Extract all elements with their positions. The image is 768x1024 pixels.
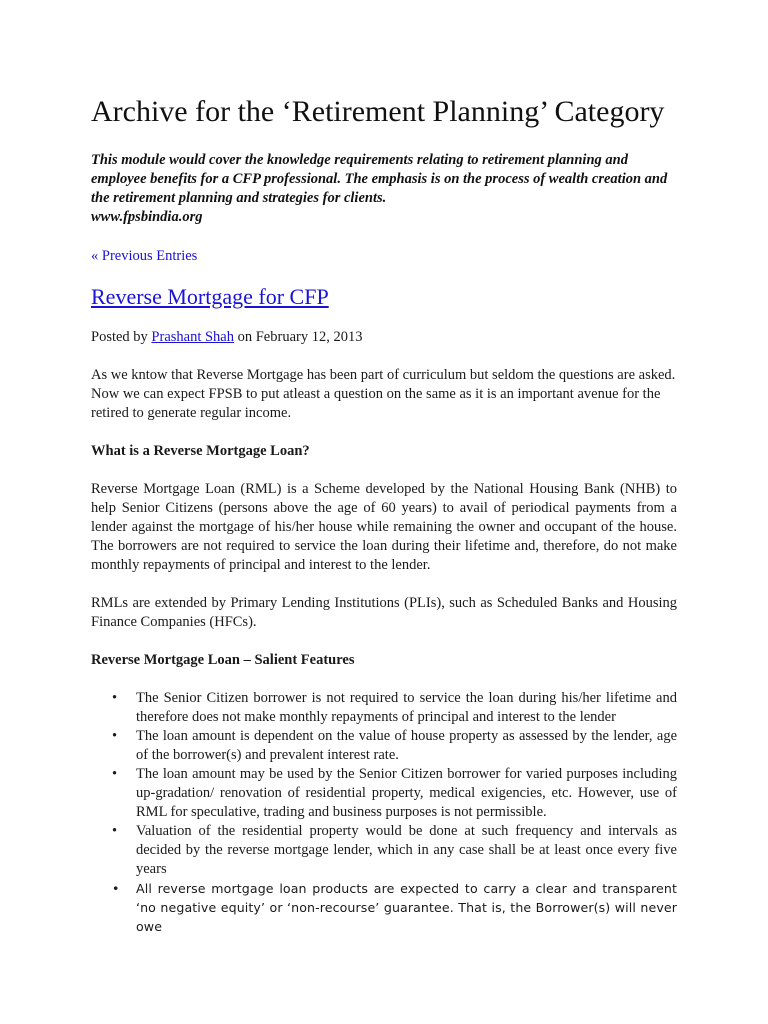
list-item <box>91 879 677 936</box>
post-byline <box>91 328 677 347</box>
author-link[interactable]: Prashant Shah <box>151 329 234 345</box>
post-title-link[interactable]: Reverse Mortgage for CFP <box>91 284 329 309</box>
archive-intro <box>91 151 677 227</box>
section-heading-what-is-rml: What is a Reverse Mortgage Loan? <box>91 443 310 459</box>
post-title <box>91 283 677 311</box>
section-heading-salient-features: Reverse Mortgage Loan – Salient Features <box>91 652 355 668</box>
bullet-icon: • <box>112 823 118 839</box>
list-item-text: Valuation of the residential property would be done at such frequency and intervals as decided by the reverse mortgage lender, which in any case shall be at least once every five years <box>136 823 677 877</box>
previous-entries-link[interactable]: « Previous Entries <box>91 248 198 264</box>
archive-title: Archive for the ‘Retirement Planning’ Category <box>91 95 665 128</box>
list-item-text: The loan amount is dependent on the value of house property as assessed by the lender, age of the borrower(s) and prevalent interest rate. <box>136 728 677 763</box>
salient-features-list <box>91 689 677 936</box>
byline-prefix: Posted by <box>91 329 152 345</box>
list-item <box>91 765 677 822</box>
intro-paragraph: As we kntow that Reverse Mortgage has been part of curriculum but seldom the questions are asked. Now we can expect FPSB to put atleast a question on the same as it is an important avenue for the retired to generate regular income. <box>91 367 676 421</box>
archive-description: This module would cover the knowledge requirements relating to retirement planning and employee benefits for a CFP professional. The emphasis is on the process of wealth creation and the retirement planning and strategies for clients. <box>91 152 668 206</box>
list-item-text: The loan amount may be used by the Senior Citizen borrower for varied purposes including up-gradation/ renovation of residential property, medical exigencies, etc. However, use of RML for speculative, trading and business purposes is not permissible. <box>136 766 677 820</box>
rml-definition-paragraph: Reverse Mortgage Loan (RML) is a Scheme developed by the National Housing Bank (NHB) to help Senior Citizens (persons above the age of 60 years) to avail of periodical payments from a lender against the mortgage of his/her house while remaining the owner and occupant of the house. The borrowers are not required to service the loan during their lifetime and, therefore, do not make monthly repayments of principal and interest to the lender. <box>91 481 677 573</box>
archive-source-url: www.fpsbindia.org <box>91 209 203 225</box>
list-item-text: All reverse mortgage loan products are expected to carry a clear and transparent ‘no negative equity’ or ‘non-recourse’ guarantee. That is, the Borrower(s) will never owe <box>136 881 677 934</box>
rml-lenders-paragraph: RMLs are extended by Primary Lending Institutions (PLIs), such as Scheduled Banks and Housing Finance Companies (HFCs). <box>91 595 677 630</box>
list-item-text: The Senior Citizen borrower is not required to service the loan during his/her lifetime and therefore does not make monthly repayments of principal and interest to the lender <box>136 690 677 725</box>
bullet-icon: • <box>112 690 118 706</box>
bullet-icon: • <box>112 766 118 782</box>
byline-date: on February 12, 2013 <box>233 329 363 345</box>
list-item <box>91 689 677 727</box>
bullet-icon: • <box>112 728 118 744</box>
list-item <box>91 822 677 879</box>
list-item <box>91 727 677 765</box>
bullet-icon: • <box>112 881 120 896</box>
